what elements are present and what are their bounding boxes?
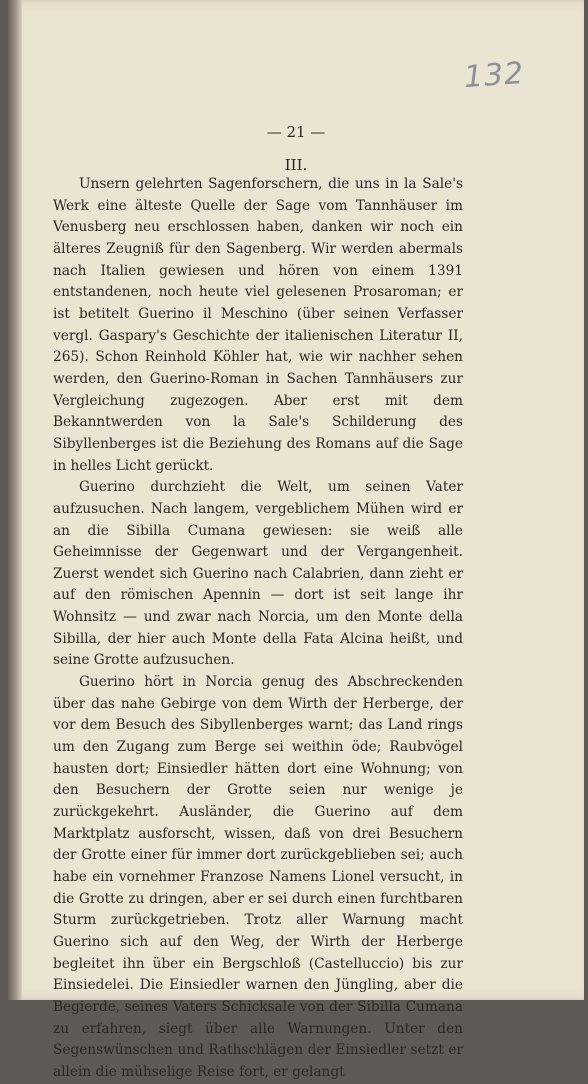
page-number: — 21 — bbox=[266, 123, 326, 141]
page-binding-shadow bbox=[8, 0, 22, 1000]
body-text bbox=[53, 174, 463, 1084]
pencil-margin-note: 132 bbox=[462, 55, 526, 96]
chapter-heading: III. bbox=[284, 156, 308, 174]
paragraph-1: Unsern gelehrten Sagenforschern, die uns in la Sale's Werk eine älteste Quelle der Sage vom Tannhäuser im Venusberg neu erschlossen haben, danken wir noch ein älteres Zeugniß für den Sagenberg. Wir werden abermals nach Italien gewiesen und hören von einem 1391 entstandenen, noch heute viel gelesenen Prosaroman; er ist betitelt Guerino il Meschino (über seinen Verfasser vergl. Gaspary's Geschichte der italienischen Literatur II, 265). Schon Reinhold Köhler hat, wie wir nachher sehen werden, den Guerino-Roman in Sachen Tannhäusers zur Vergleichung zugezogen. Aber erst mit dem Bekanntwerden von la Sale's Schilderung des Sibyllenberges ist die Beziehung des Romans auf die Sage in helles Licht gerückt. bbox=[53, 176, 463, 474]
book-page bbox=[8, 0, 584, 1080]
paragraph-2: Guerino durchzieht die Welt, um seinen Vater aufzusuchen. Nach langem, vergeblichem Mühen wird er an die Sibilla Cumana gewiesen: sie weiß alle Geheimnisse der Gegenwart und der Vergangenheit. Zuerst wendet sich Guerino nach Calabrien, dann zieht er auf den römischen Apennin — dort ist seit lange ihr Wohnsitz — und zwar nach Norcia, um den Monte della Sibilla, der hier auch Monte della Fata Alcina heißt, und seine Grotte aufzusuchen. bbox=[53, 479, 463, 669]
paragraph-3: Guerino hört in Norcia genug des Abschreckenden über das nahe Gebirge von dem Wirth der Herberge, der vor dem Besuch des Sibyllenberges warnt; das Land rings um den Zugang zum Berge sei weithin öde; Raubvögel hausten dort; Einsiedler hätten dort eine Wohnung; von den Besuchern der Grotte seien nur wenige je zurückgekehrt. Ausländer, die Guerino auf dem Marktplatz ausforscht, wissen, daß von drei Besuchern der Grotte einer für immer dort zurückgeblieben sei; auch habe ein vornehmer Franzose Namens Lionel versucht, in die Grotte zu dringen, aber er sei durch einen furchtbaren Sturm zurückgetrieben. Trotz aller Warnung macht Guerino sich auf den Weg, der Wirth der Herberge begleitet ihn über ein Bergschloß (Castelluccio) bis zur Einsiedelei. Die Einsiedler warnen den Jüngling, aber die Begierde, seines Vaters Schicksale von der Sibilla Cumana zu erfahren, siegt über alle Warnungen. Unter den Segenswünschen und Rathschlägen der Einsiedler setzt er allein die mühselige Reise fort, er gelangt bbox=[53, 674, 463, 1080]
